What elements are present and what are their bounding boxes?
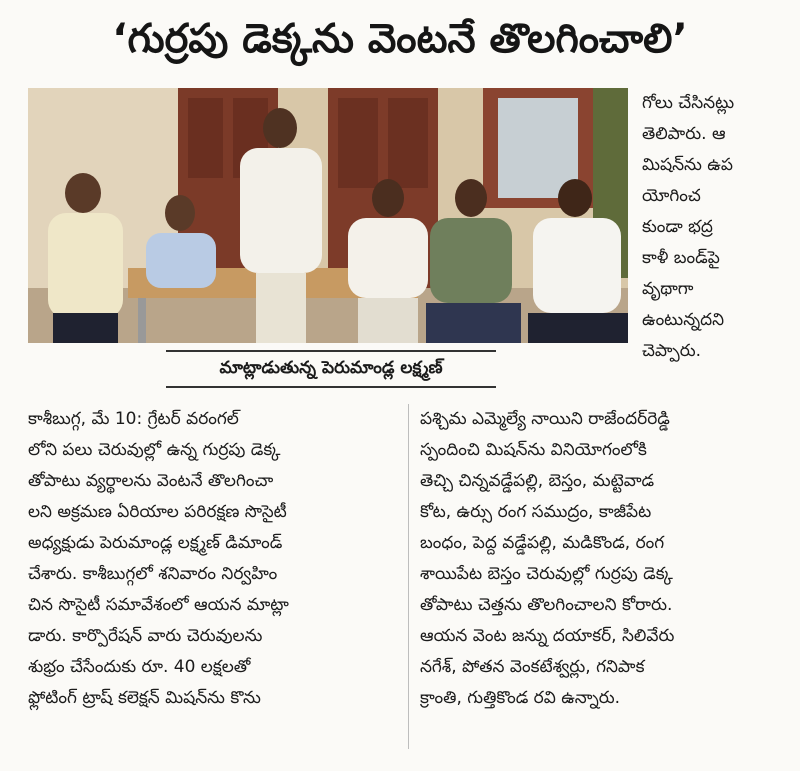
text-line: శుభ్రం చేసేందుకు రూ. 40 లక్షలతో bbox=[28, 657, 251, 677]
text-line: చేశారు. కాశీబుగ్గలో శనివారం నిర్వహిం bbox=[28, 564, 278, 584]
text-line: యోగించ bbox=[642, 186, 701, 206]
text-line: కోట, ఉర్సు రంగ సముద్రం, కాజీపేట bbox=[420, 502, 652, 522]
text-line: వృథాగా bbox=[642, 279, 694, 299]
text-line: కాళీ బండ్‌పై bbox=[642, 248, 720, 268]
news-photo bbox=[28, 88, 628, 343]
side-column-text bbox=[642, 88, 800, 367]
text-line: కాశీబుగ్గ, మే 10: గ్రేటర్ వరంగల్ bbox=[28, 409, 239, 429]
text-line: మిషన్‌ను ఉప bbox=[642, 155, 733, 175]
text-line: లని అక్రమణ ఏరియాల పరిరక్షణ సొసైటీ bbox=[28, 502, 287, 522]
article-column-2 bbox=[420, 404, 792, 714]
text-line: చెప్పారు. bbox=[642, 341, 702, 361]
text-line: బంధం, పెద్ద వడ్డేపల్లి, మడికొండ, రంగ bbox=[420, 533, 665, 553]
text-line: శాయిపేట బెస్తం చెరువుల్లో గుర్రపు డెక్క bbox=[420, 564, 673, 584]
column-divider bbox=[408, 404, 409, 749]
text-line: చిన సొసైటీ సమావేశంలో ఆయన మాట్లా bbox=[28, 595, 289, 615]
text-line: అధ్యక్షుడు పెరుమాండ్ల లక్ష్మణ్ డిమాండ్ bbox=[28, 533, 283, 553]
meeting-photo-illustration bbox=[28, 88, 628, 343]
text-line: లోని పలు చెరువుల్లో ఉన్న గుర్రపు డెక్క bbox=[28, 440, 281, 460]
photo-caption: మాట్లాడుతున్న పెరుమాండ్ల లక్ష్మణ్ bbox=[166, 350, 496, 388]
text-line: తోపాటు చెత్తను తొలగించాలని కోరారు. bbox=[420, 595, 673, 615]
text-line: ఆయన వెంట జన్ను దయాకర్, సిలివేరు bbox=[420, 626, 675, 646]
text-line: పశ్చిమ ఎమ్మెల్యే నాయిని రాజేందర్‌రెడ్డి bbox=[420, 409, 670, 429]
text-line: ఫ్లోటింగ్ ట్రాష్ కలెక్షన్ మిషన్‌ను కొను bbox=[28, 688, 261, 708]
text-line: ఉంటున్నదని bbox=[642, 310, 725, 330]
text-line: తోపాటు వ్యర్థాలను వెంటనే తొలగించా bbox=[28, 471, 274, 491]
article-column-1 bbox=[28, 404, 400, 714]
text-line: నగేశ్, పోతన వెంకటేశ్వర్లు, గనిపాక bbox=[420, 657, 645, 677]
headline: ‘గుర్రపు డెక్కను వెంటనే తొలగించాలి’ bbox=[112, 16, 688, 62]
text-line: క్రాంతి, గుత్తికొండ రవి ఉన్నారు. bbox=[420, 688, 621, 708]
text-line: గోలు చేసినట్లు bbox=[642, 93, 735, 113]
text-line: తెచ్చి చిన్నవడ్డేపల్లి, బెస్తం, మట్టెవాడ bbox=[420, 471, 655, 491]
text-line: తెలిపారు. ఆ bbox=[642, 124, 726, 144]
text-line: డారు. కార్పొరేషన్ వారు చెరువులను bbox=[28, 626, 263, 646]
text-line: కుండా భద్ర bbox=[642, 217, 713, 237]
text-line: స్పందించి మిషన్‌ను వినియోగంలోకి bbox=[420, 440, 647, 460]
